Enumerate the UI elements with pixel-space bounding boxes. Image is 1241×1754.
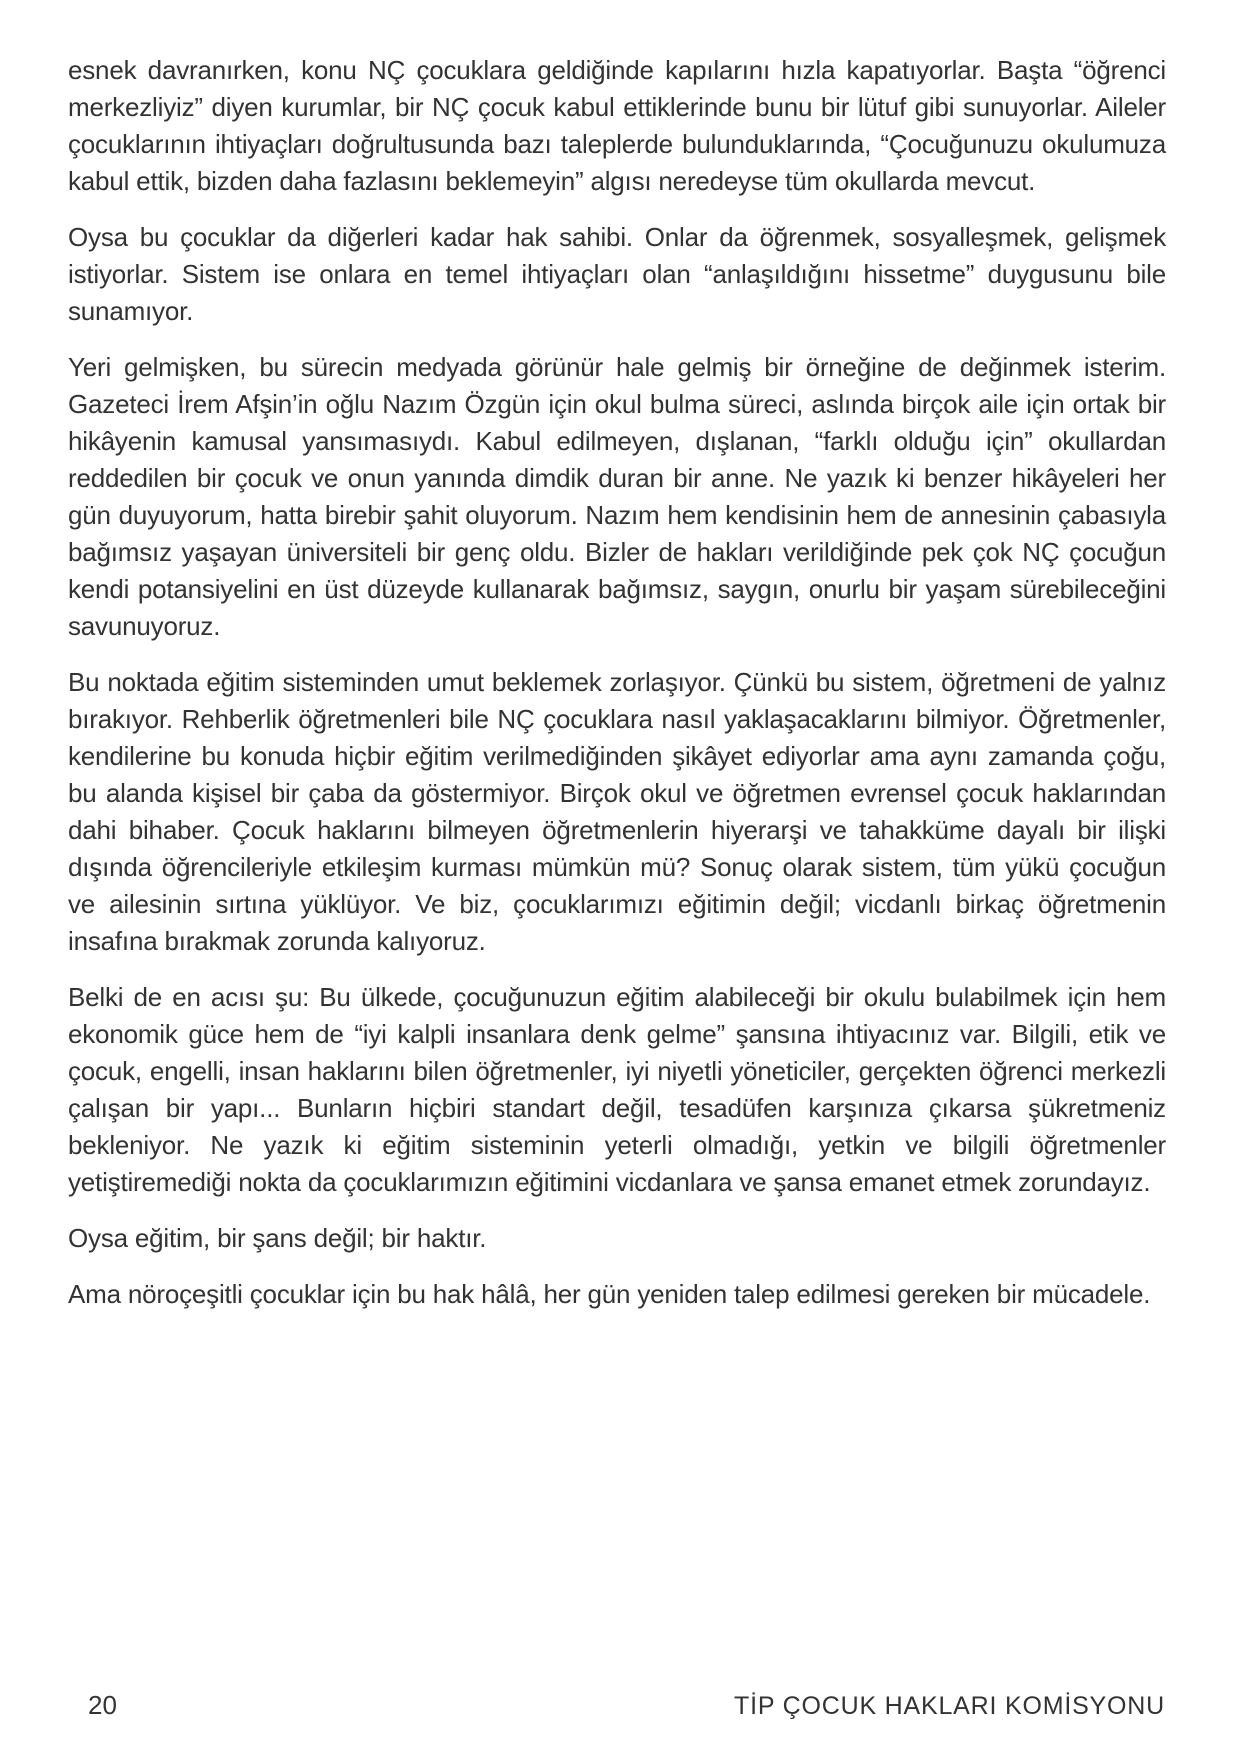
page-number: 20 <box>88 1690 117 1720</box>
body-paragraph: Oysa bu çocuklar da diğerleri kadar hak sahibi. Onlar da öğrenmek, sosyalleşmek, gelişmek istiyorlar. Sistem ise onlara en temel ihtiyaçları olan “anlaşıldığını hissetme” duygusunu bile sunamıyor. <box>68 222 1166 326</box>
body-paragraph: Belki de en acısı şu: Bu ülkede, çocuğunuzun eğitim alabileceği bir okulu bulabilmek için hem ekonomik güce hem de “iyi kalpli insanlara denk gelme” şansına ihtiyacınız var. Bilgili, etik ve çocuk, engelli, insan haklarını bilen öğretmenler, iyi niyetli yöneticiler, gerçekten öğrenci merkezli çalışan bir yapı... Bunların hiçbiri standart değil, tesadüfen karşınıza çıkarsa şükretmeniz bekleniyor. Ne yazık ki eğitim sisteminin yeterli olmadığı, yetkin ve bilgili öğretmenler yetiştiremediği nokta da çocuklarımızın eğitimini vicdanlara ve şansa emanet etmek zorundayız. <box>68 982 1166 1197</box>
body-paragraph: Bu noktada eğitim sisteminden umut beklemek zorlaşıyor. Çünkü bu sistem, öğretmeni de yalnız bırakıyor. Rehberlik öğretmenleri bile NÇ çocuklara nasıl yaklaşacaklarını bilmiyor. Öğretmenler, kendilerine bu konuda hiçbir eğitim verilmediğinden şikâyet ediyorlar ama aynı zamanda çoğu, bu alanda kişisel bir çaba da göstermiyor. Birçok okul ve öğretmen evrensel çocuk haklarından dahi bihaber. Çocuk haklarını bilmeyen öğretmenlerin hiyerarşi ve tahakküme dayalı bir ilişki dışında öğrencileriyle etkileşim kurması mümkün mü? Sonuç olarak sistem, tüm yükü çocuğun ve ailesinin sırtına yüklüyor. Ve biz, çocuklarımızı eğitimin değil; vicdanlı birkaç öğretmenin insafına bırakmak zorunda kalıyoruz. <box>68 667 1166 956</box>
body-paragraph: Yeri gelmişken, bu sürecin medyada görünür hale gelmiş bir örneğine de değinmek isterim. Gazeteci İrem Afşin’in oğlu Nazım Özgün için okul bulma süreci, aslında birçok aile için ortak bir hikâyenin kamusal yansımasıydı. Kabul edilmeyen, dışlanan, “farklı olduğu için” okullardan reddedilen bir çocuk ve onun yanında dimdik duran bir anne. Ne yazık ki benzer hikâyeleri her gün duyuyorum, hatta birebir şahit oluyorum. Nazım hem kendisinin hem de annesinin çabasıyla bağımsız yaşayan üniversiteli bir genç oldu. Bizler de hakları verildiğinde pek çok NÇ çocuğun kendi potansiyelini en üst düzeyde kullanarak bağımsız, saygın, onurlu bir yaşam sürebileceğini savunuyoruz. <box>68 352 1166 641</box>
page-footer <box>68 1690 1165 1721</box>
body-paragraph: esnek davranırken, konu NÇ çocuklara geldiğinde kapılarını hızla kapatıyorlar. Başta “öğrenci merkezliyiz” diyen kurumlar, bir NÇ çocuk kabul ettiklerinde bunu bir lütuf gibi sunuyorlar. Aileler çocuklarının ihtiyaçları doğrultusunda bazı taleplerde bulunduklarında, “Çocuğunuzu okulumuza kabul ettik, bizden daha fazlasını beklemeyin” algısı neredeyse tüm okullarda mevcut. <box>68 55 1166 196</box>
body-paragraph: Ama nöroçeşitli çocuklar için bu hak hâlâ, her gün yeniden talep edilmesi gereken bir mücadele. <box>68 1279 1151 1309</box>
body-paragraph: Oysa eğitim, bir şans değil; bir haktır. <box>68 1223 487 1253</box>
running-title: TİP ÇOCUK HAKLARI KOMİSYONU <box>734 1692 1165 1720</box>
page-body <box>68 52 1166 1332</box>
